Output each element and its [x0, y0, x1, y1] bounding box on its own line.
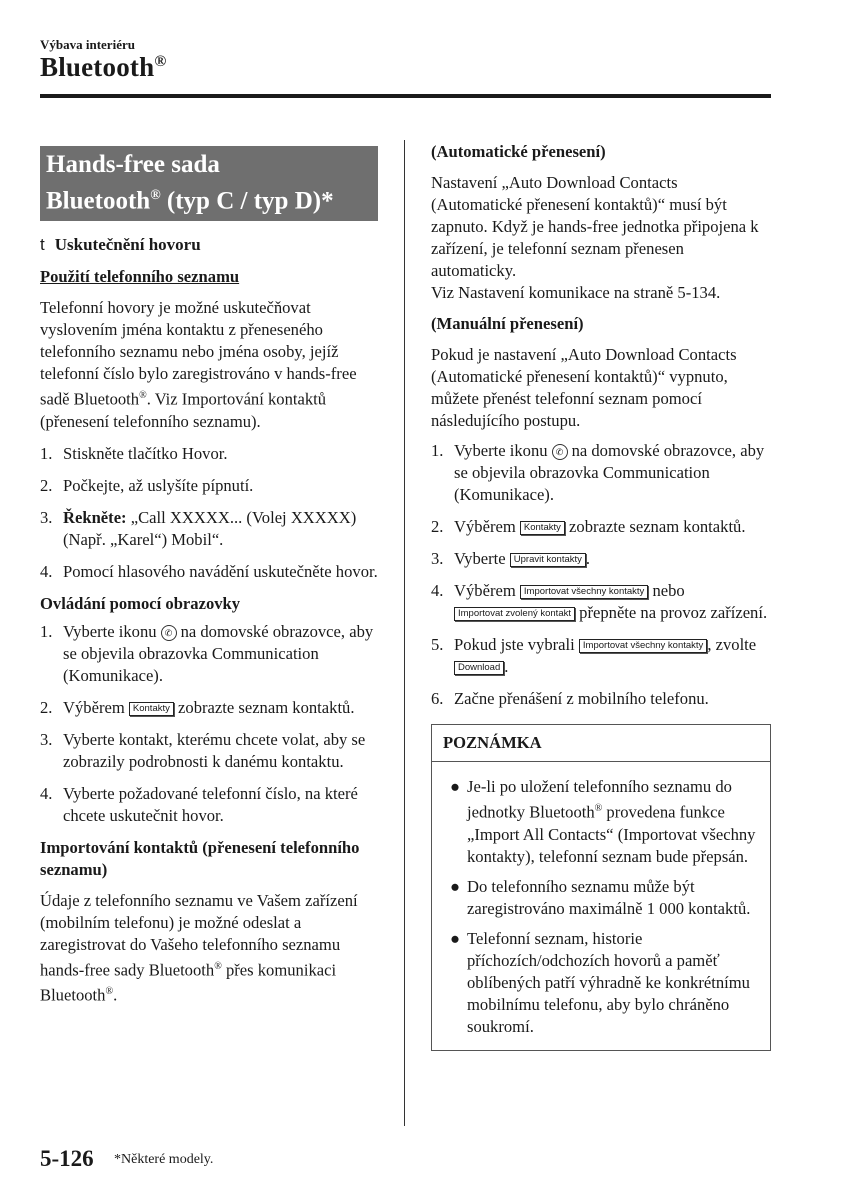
footnote: *Některé modely. — [114, 1152, 214, 1167]
bullet-icon: ● — [450, 777, 461, 796]
import-all-button: Importovat všechny kontakty — [520, 585, 648, 599]
list-item: 2. Výběrem Kontakty zobrazte seznam kontaktů. — [431, 517, 746, 536]
manual-heading: (Manuální přenesení) — [431, 314, 584, 333]
list-item: 1. Stiskněte tlačítko Hovor. — [40, 443, 228, 463]
auto-reference: Viz Nastavení komunikace na straně 5-134. — [431, 283, 721, 302]
contacts-button: Kontakty — [129, 702, 174, 716]
list-item: 6. Začne přenášení z mobilního telefonu. — [431, 689, 709, 708]
edit-contacts-button: Upravit kontakty — [510, 553, 586, 567]
bullet-icon: ● — [450, 928, 461, 948]
voice-steps — [40, 443, 378, 583]
bullet-icon: ● — [450, 876, 461, 896]
list-item: 2. Počkejte, až uslyšíte pípnutí. — [40, 475, 254, 495]
section-marker-icon: t — [40, 235, 45, 255]
list-item: 3. Vyberte Upravit kontakty . — [431, 549, 591, 568]
column-divider — [404, 140, 405, 1126]
left-column — [40, 146, 378, 1007]
auto-heading: (Automatické přenesení) — [431, 142, 606, 161]
note-item: ● Telefonní seznam, historie příchozích/odchozích hovorů a paměť oblíbených patří výhradně ke konkrétnímu mobilnímu telefonu, aby bylo chráněno soukromí. — [450, 928, 750, 1036]
note-title: POZNÁMKA — [432, 725, 770, 762]
phonebook-heading: Použití telefonního seznamu — [40, 267, 240, 287]
list-item: 4. Vyberte požadované telefonní číslo, na které chcete uskutečnit hovor. — [40, 783, 358, 825]
list-item: 2. Výběrem Kontakty zobrazte seznam kontaktů. — [40, 697, 355, 717]
list-item: 3. Řekněte: „Call XXXXX... (Volej XXXXX) (Např. „Karel“) Mobil“. — [40, 507, 357, 549]
right-column — [431, 141, 771, 1051]
list-item: 3. Vyberte kontakt, kterému chcete volat, aby se zobrazily podrobnosti k danému kontaktu. — [40, 729, 366, 771]
list-item: 4. Výběrem Importovat všechny kontakty nebo Importovat zvolený kontakt přepněte na provoz zařízení. — [431, 581, 768, 622]
section-title-box: Hands-free sada Bluetooth® (typ C / typ D)* — [40, 146, 378, 221]
subheading: t Uskutečnění hovoru — [40, 235, 201, 255]
list-item: 1. Vyberte ikonu ✆ na domovské obrazovce, aby se objevila obrazovka Communication (Komunikace). — [40, 621, 374, 685]
phone-icon: ✆ — [161, 625, 177, 641]
note-item: ● Je-li po uložení telefonního seznamu do jednotky Bluetooth® provedena funkce „Import All Contacts“ (Importovat všechny kontakty), telefonní seznam bude přepsán. — [450, 777, 756, 866]
phone-icon: ✆ — [552, 444, 568, 460]
list-item: 4. Pomocí hlasového navádění uskutečněte hovor. — [40, 561, 378, 581]
import-paragraph: Údaje z telefonního seznamu ve Vašem zařízení (mobilním telefonu) je možné odeslat a zaregistrovat do Vašeho telefonního seznamu hands-free sady Bluetooth® přes komunikaci Bluetooth®. — [40, 890, 358, 1005]
screen-heading: Ovládání pomocí obrazovky — [40, 593, 241, 613]
manual-paragraph: Pokud je nastavení „Auto Download Contacts (Automatické přenesení kontaktů)“ vypnuto, můžete přenést telefonní seznam pomocí následujícího postupu. — [431, 345, 737, 430]
contacts-button: Kontakty — [520, 521, 565, 535]
page-number: 5-126 — [40, 1146, 94, 1171]
note-box — [431, 724, 771, 1051]
import-heading: Importování kontaktů (přenesení telefonního seznamu) — [40, 837, 360, 879]
list-item: 5. Pokud jste vybrali Importovat všechny kontakty , zvolte Download . — [431, 635, 757, 676]
import-all-button: Importovat všechny kontakty — [579, 639, 707, 653]
auto-paragraph: Nastavení „Auto Download Contacts (Automatické přenesení kontaktů)“ musí být zapnuto. Když je hands-free jednotka připojena k zařízení, je telefonní seznam přenesen automaticky. — [431, 173, 759, 280]
section-label: Výbava interiéru — [40, 37, 135, 52]
phonebook-paragraph: Telefonní hovory je možné uskutečňovat vyslovením jména kontaktu z přeneseného telefonního seznamu nebo jména osoby, jejíž telefonní číslo bylo zaregistrováno v hands-free sadě Bluetooth®. Viz Importování kontaktů (přenesení telefonního seznamu). — [40, 298, 357, 431]
download-button: Download — [454, 661, 504, 675]
list-item: 1. Vyberte ikonu ✆ na domovské obrazovce, aby se objevila obrazovka Communication (Komunikace). — [431, 441, 765, 504]
manual-steps — [431, 440, 771, 710]
screen-steps — [40, 621, 378, 827]
note-body — [432, 762, 770, 1050]
note-item: ● Do telefonního seznamu může být zaregistrováno maximálně 1 000 kontaktů. — [450, 876, 751, 918]
page-title: Bluetooth® — [40, 52, 167, 82]
header-rule — [40, 94, 771, 98]
import-selected-button: Importovat zvolený kontakt — [454, 607, 575, 621]
